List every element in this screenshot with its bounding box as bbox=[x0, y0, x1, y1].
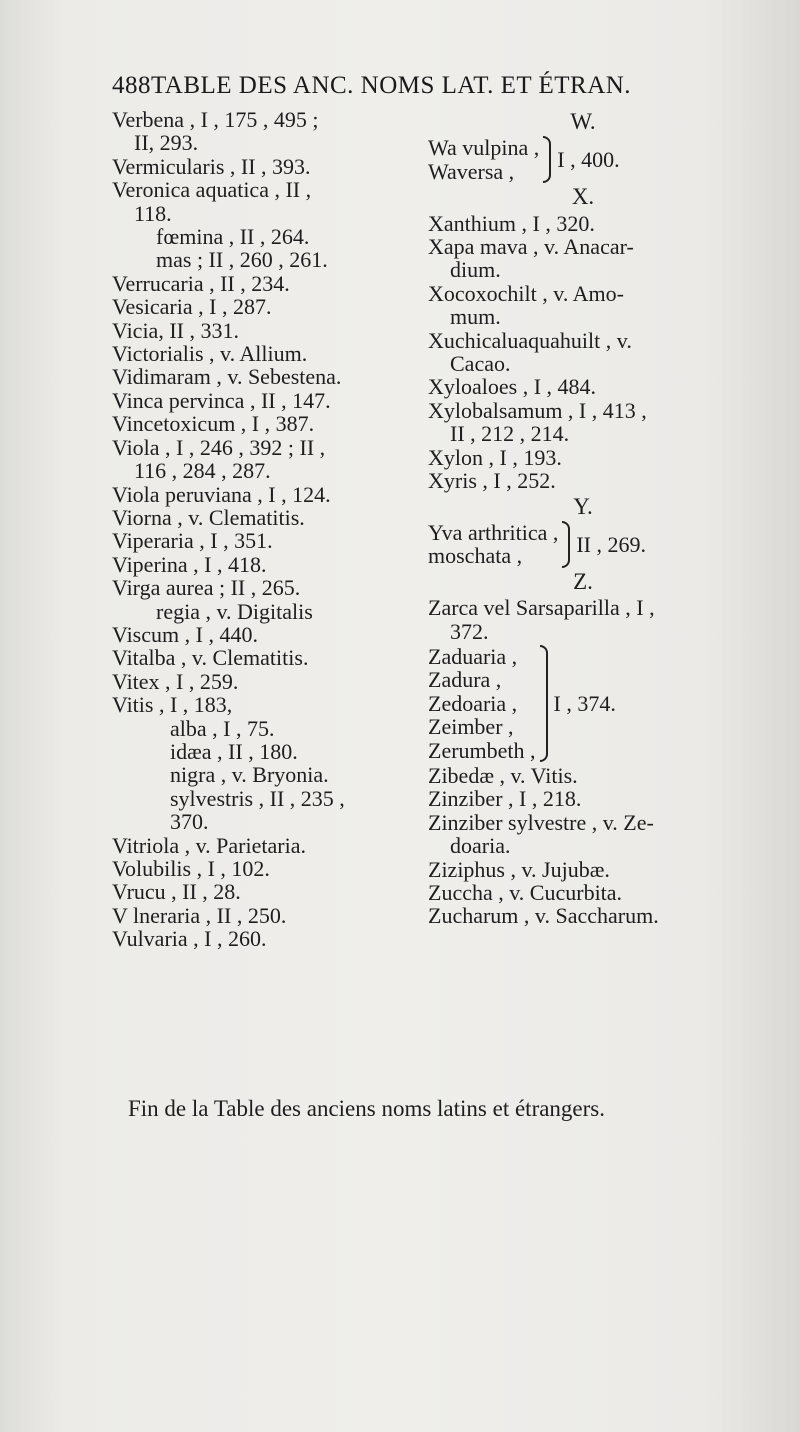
index-entry: Zibedæ , v. Vitis. bbox=[428, 762, 578, 788]
index-entry: Viola peruviana , I , 124. bbox=[112, 481, 331, 507]
index-entry: Vinca pervinca , II , 147. bbox=[112, 387, 331, 413]
index-entry: Vitalba , v. Clematitis. bbox=[112, 645, 309, 671]
bracket-group-w bbox=[428, 136, 738, 183]
index-entry: Xapa mava , v. Anacar- bbox=[428, 234, 634, 260]
left-column bbox=[112, 108, 412, 951]
running-header: 488TABLE DES ANC. NOMS LAT. ET ÉTRAN. bbox=[112, 72, 632, 99]
index-entry: Xanthium , I , 320. bbox=[428, 210, 595, 236]
index-entry: Xyloaloes , I , 484. bbox=[428, 374, 597, 400]
index-entry: Vermicularis , II , 393. bbox=[112, 153, 311, 179]
index-entry: nigra , v. Bryonia. bbox=[170, 762, 329, 788]
index-entry: Zaduaria , bbox=[428, 643, 518, 669]
index-entry: Vidimaram , v. Sebestena. bbox=[112, 364, 342, 390]
index-entry: moschata , bbox=[428, 543, 523, 569]
bracket-group-z bbox=[428, 645, 738, 762]
index-entry: Viperina , I , 418. bbox=[112, 551, 267, 577]
index-entry: Vitex , I , 259. bbox=[112, 668, 239, 694]
curly-brace bbox=[562, 521, 570, 568]
index-entry: Zinziber , I , 218. bbox=[428, 786, 582, 812]
index-entry: Volubilis , I , 102. bbox=[112, 856, 270, 881]
index-entry: Veronica aquatica , II , bbox=[112, 177, 312, 203]
curly-brace bbox=[540, 645, 548, 762]
index-entry: 116 , 284 , 287. bbox=[134, 458, 271, 484]
index-entry: Zeimber , bbox=[428, 714, 514, 740]
section-letter-z: Z. bbox=[573, 568, 593, 594]
index-entry: idæa , II , 180. bbox=[170, 738, 298, 764]
index-entry: Verrucaria , II , 234. bbox=[112, 270, 290, 296]
index-entry: mas ; II , 260 , 261. bbox=[156, 247, 328, 273]
index-entry: Xylobalsamum , I , 413 , bbox=[428, 397, 647, 423]
index-entry: Waversa , bbox=[428, 158, 515, 184]
index-entry: Xylon , I , 193. bbox=[428, 444, 562, 470]
index-entry: Viorna , v. Clematitis. bbox=[112, 504, 305, 530]
z-entries-b bbox=[428, 764, 738, 928]
group-reference: II , 269. bbox=[576, 531, 647, 557]
index-entry: 372. bbox=[450, 618, 489, 644]
x-entries bbox=[428, 212, 738, 493]
index-entry: Yva arthritica , bbox=[428, 519, 559, 545]
z-entries-a bbox=[428, 596, 738, 643]
index-entry: Vesicaria , I , 287. bbox=[112, 294, 272, 320]
index-entry: II, 293. bbox=[134, 130, 199, 156]
index-entry: Viperaria , I , 351. bbox=[112, 528, 273, 554]
index-entry: fœmina , II , 264. bbox=[156, 224, 310, 250]
index-entry: Verbena , I , 175 , 495 ; bbox=[112, 107, 319, 132]
section-letter-y: Y. bbox=[573, 493, 593, 519]
index-entry: Zarca vel Sarsaparilla , I , bbox=[428, 595, 655, 621]
index-entry: Viscum , I , 440. bbox=[112, 621, 258, 647]
index-entry: Zuccha , v. Cucurbita. bbox=[428, 880, 623, 905]
group-reference: I , 400. bbox=[557, 147, 620, 173]
index-entry: Vulvaria , I , 260. bbox=[112, 926, 267, 952]
index-entry: Zerumbeth , bbox=[428, 737, 536, 763]
index-entry: Wa vulpina , bbox=[428, 135, 540, 161]
index-entry: Victorialis , v. Allium. bbox=[112, 341, 308, 367]
right-column bbox=[428, 108, 738, 928]
bracket-group-y bbox=[428, 521, 738, 568]
index-entry: Zedoaria , bbox=[428, 690, 518, 716]
index-entry: regia , v. Digitalis bbox=[156, 598, 313, 624]
bracket-names bbox=[428, 645, 536, 762]
index-entry: Zadura , bbox=[428, 667, 502, 693]
bracket-names bbox=[428, 136, 539, 183]
index-entry: Vicia, II , 331. bbox=[112, 317, 239, 343]
index-entry: Vrucu , II , 28. bbox=[112, 879, 241, 905]
index-entry: sylvestris , II , 235 , bbox=[170, 785, 345, 811]
section-letter-x: X. bbox=[571, 184, 595, 210]
index-entry: alba , I , 75. bbox=[170, 715, 275, 741]
index-entry: Ziziphus , v. Jujubæ. bbox=[428, 856, 610, 882]
index-entry: 118. bbox=[134, 200, 172, 226]
group-reference: I , 374. bbox=[553, 690, 616, 716]
index-entry: Zinziber sylvestre , v. Ze- bbox=[428, 809, 654, 835]
index-entry: Zucharum , v. Saccharum. bbox=[428, 903, 659, 929]
index-entry: Virga aurea ; II , 265. bbox=[112, 575, 301, 601]
index-entry: Vitis , I , 183, bbox=[112, 692, 233, 718]
index-entry: dium. bbox=[450, 257, 501, 283]
index-entry: II , 212 , 214. bbox=[450, 421, 570, 447]
index-entry: V lneraria , II , 250. bbox=[112, 902, 287, 928]
index-entry: Xyris , I , 252. bbox=[428, 468, 556, 494]
index-entry: Vitriola , v. Parietaria. bbox=[112, 832, 306, 858]
section-letter-w: W. bbox=[570, 109, 596, 134]
table-end-note: Fin de la Table des anciens noms latins et étrangers. bbox=[128, 1096, 606, 1121]
index-entry: 370. bbox=[170, 809, 209, 835]
index-entry: Cacao. bbox=[450, 351, 511, 377]
index-entry: Vincetoxicum , I , 387. bbox=[112, 411, 315, 437]
curly-brace bbox=[543, 136, 551, 183]
index-entry: Xocoxochilt , v. Amo- bbox=[428, 280, 624, 306]
index-entry: Xuchicaluaquahuilt , v. bbox=[428, 327, 632, 353]
bracket-names bbox=[428, 521, 558, 568]
index-entry: Viola , I , 246 , 392 ; II , bbox=[112, 434, 326, 460]
index-entry: mum. bbox=[450, 304, 501, 330]
index-entry: doaria. bbox=[450, 833, 511, 859]
